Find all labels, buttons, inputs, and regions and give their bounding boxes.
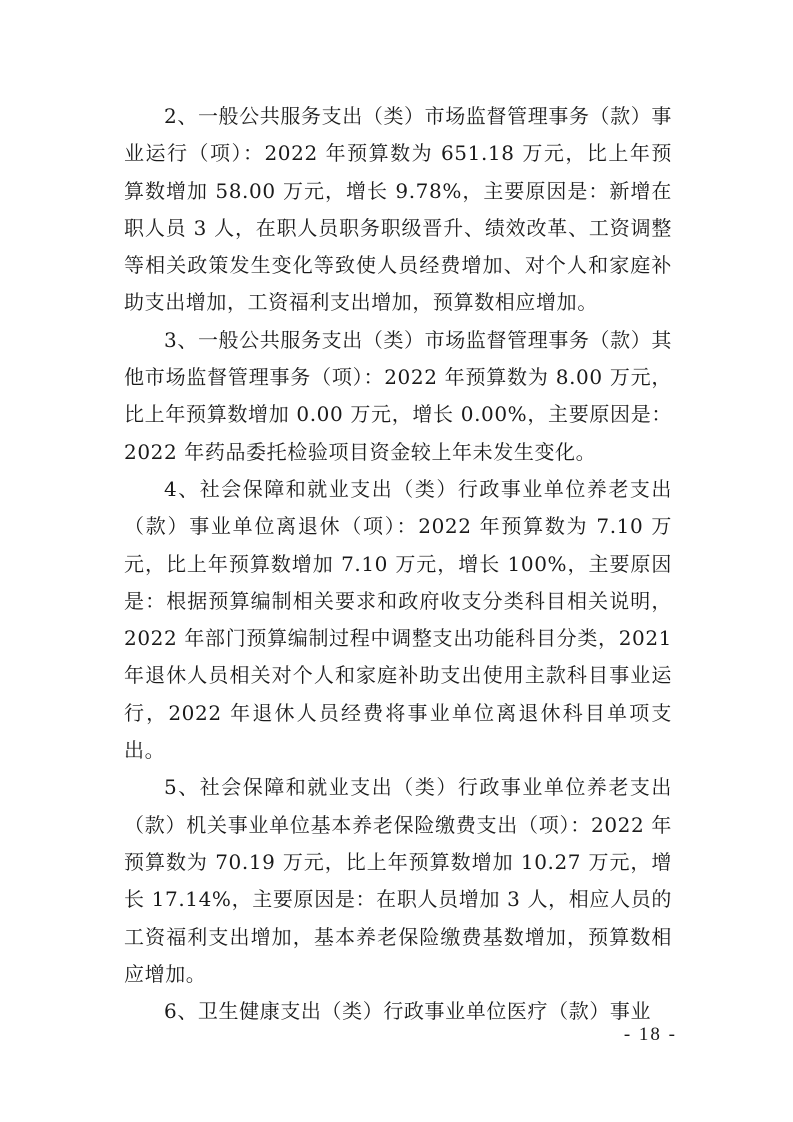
paragraph-item-4: 4、社会保障和就业支出（类）行政事业单位养老支出（款）事业单位离退休（项）：2022 年预算数为 7.10 万元，比上年预算数增加 7.10 万元，增长 100%，主要原因是：根据预算编制相关要求和政府收支分类科目相关说明，2022 年部门预算编制过程中调整支出功能科目分类，2021 年退休人员相关对个人和家庭补助支出使用主款科目事业运行，2022 年退休人员经费将事业单位离退休科目单项支出。 — [124, 476, 672, 763]
paragraph-item-5: 5、社会保障和就业支出（类）行政事业单位养老支出（款）机关事业单位基本养老保险缴费支出（项）：2022 年预算数为 70.19 万元，比上年预算数增加 10.27 万元，增长 17.14%，主要原因是：在职人员增加 3 人，相应人员的工资福利支出增加，基本养老保险缴费基数增加，预算数相应增加。 — [124, 775, 672, 986]
paragraph-item-3: 3、一般公共服务支出（类）市场监督管理事务（款）其他市场监督管理事务（项）：2022 年预算数为 8.00 万元，比上年预算数增加 0.00 万元，增长 0.00%，主要原因是：2022 年药品委托检验项目资金较上年未发生变化。 — [124, 327, 672, 464]
body-text — [124, 98, 672, 1030]
paragraph-item-2: 2、一般公共服务支出（类）市场监督管理事务（款）事业运行（项）：2022 年预算数为 651.18 万元，比上年预算数增加 58.00 万元，增长 9.78%，主要原因是：新增在职人员 3 人，在职人员职务职级晋升、绩效改革、工资调整等相关政策发生变化等致使人员经费增加、对个人和家庭补助支出增加，工资福利支出增加，预算数相应增加。 — [124, 104, 672, 315]
paragraph-item-6: 6、卫生健康支出（类）行政事业单位医疗（款）事业 — [164, 999, 652, 1024]
page-number: - 18 - — [623, 1024, 677, 1045]
